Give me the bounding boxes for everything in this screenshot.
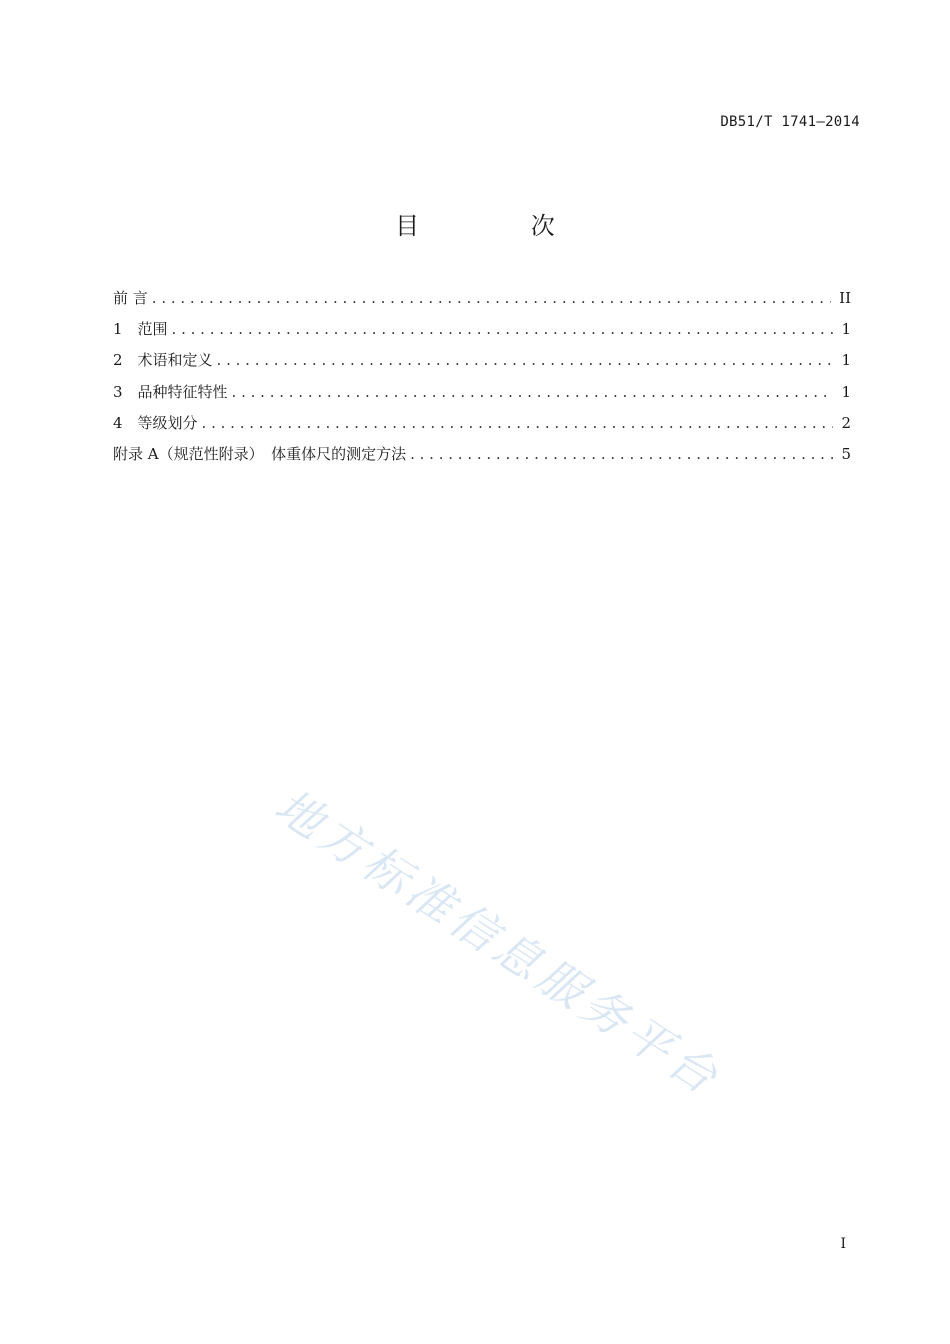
toc-entry-foreword[interactable] xyxy=(113,287,851,318)
toc-entry-label: 前 言 xyxy=(113,289,148,307)
page-number: I xyxy=(840,1236,846,1252)
dot-leader xyxy=(202,414,833,432)
toc-entry-label: 4 等级划分 xyxy=(113,413,198,432)
dot-leader xyxy=(232,383,833,401)
toc-entry-label: 2 术语和定义 xyxy=(113,351,213,370)
toc-entry-label: 1 范围 xyxy=(113,320,168,339)
standard-code: DB51/T 1741—2014 xyxy=(720,114,860,130)
dot-leader xyxy=(152,289,831,307)
toc-entry-page: 1 xyxy=(841,320,851,339)
page-title: 目 次 xyxy=(395,212,607,240)
toc-entry-terms[interactable] xyxy=(113,349,851,380)
toc-entry-page: 2 xyxy=(841,413,851,432)
toc-entry-page: 1 xyxy=(841,382,851,401)
watermark: 地方标准信息服务平台 xyxy=(265,778,732,1107)
dot-leader xyxy=(217,351,833,369)
toc-entry-appendix-a[interactable] xyxy=(113,443,851,474)
toc-entry-label: 3 品种特征特性 xyxy=(113,382,228,401)
toc-entry-page: II xyxy=(839,289,851,307)
toc-entry-scope[interactable] xyxy=(113,318,851,349)
toc-entry-page: 1 xyxy=(841,351,851,370)
toc-entry-grading[interactable] xyxy=(113,412,851,443)
toc-entry-characteristics[interactable] xyxy=(113,381,851,412)
toc-entry-label: 附录 A（规范性附录） 体重体尺的测定方法 xyxy=(113,444,407,463)
toc-entry-page: 5 xyxy=(841,444,851,463)
dot-leader xyxy=(172,320,833,338)
table-of-contents xyxy=(113,287,851,474)
dot-leader xyxy=(410,445,833,463)
